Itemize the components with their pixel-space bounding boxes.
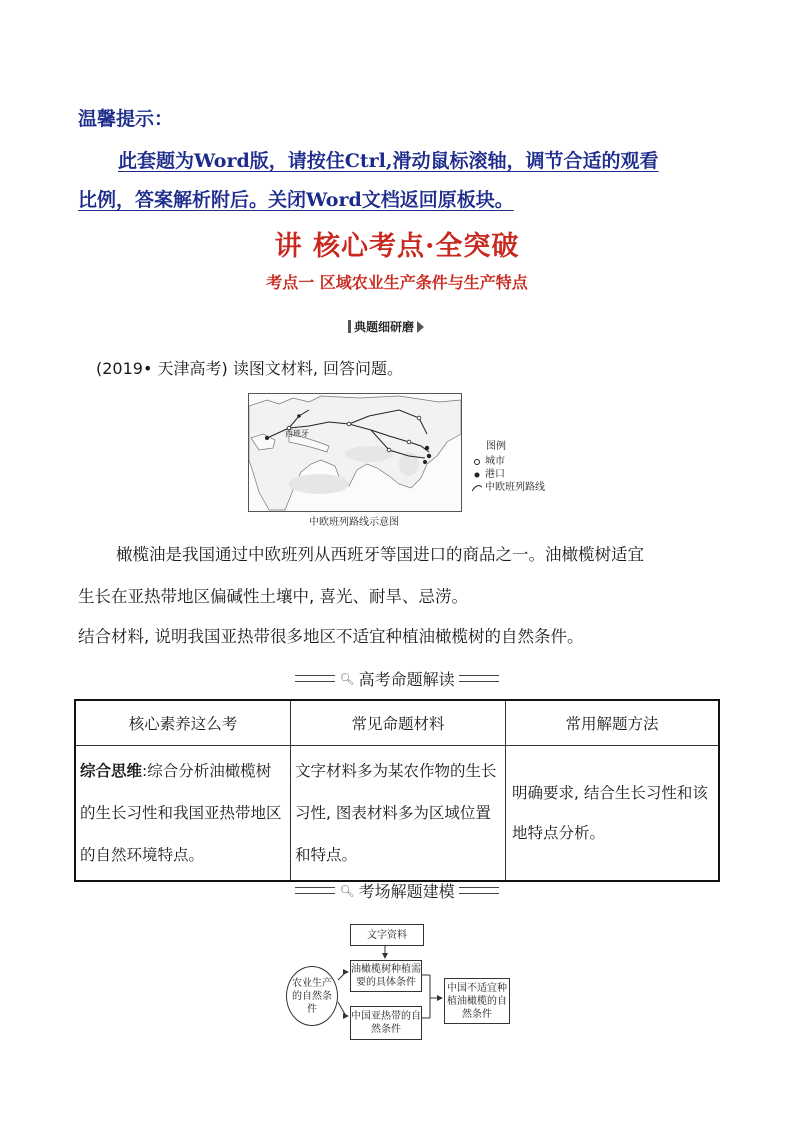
tag-bar-icon <box>348 320 351 333</box>
practice-tag <box>348 318 424 335</box>
legend-port-label: 港口 <box>485 469 505 480</box>
legend-city <box>472 455 545 468</box>
flow-box-subtropical-conditions: 中国亚热带的自然条件 <box>350 1006 422 1040</box>
section-title: 讲 核心考点·全突破 <box>274 231 520 262</box>
legend-title: 图例 <box>486 441 506 452</box>
map-caption: 中欧班列路线示意图 <box>309 517 399 528</box>
divider-exam-interpretation <box>0 667 794 690</box>
flow-circle-agri-conditions: 农业生产的自然条件 <box>286 966 338 1026</box>
competency-key: 综合思维 <box>80 762 143 780</box>
port-marker-icon <box>472 470 482 480</box>
magnifier-icon: 🔍︎ <box>339 883 355 898</box>
table-header-row <box>75 700 719 746</box>
table-row <box>75 746 719 882</box>
table-header: 核心素养这么考 <box>75 700 290 746</box>
competency-text: :综合分析油橄榄树的生长习性和我国亚热带地区的自然环境特点。 <box>80 762 282 864</box>
divider-label: 高考命题解读 <box>358 670 455 689</box>
table-cell-competency <box>75 746 290 882</box>
tag-arrow-icon <box>417 321 424 333</box>
route-map <box>248 393 462 512</box>
legend-city-label: 城市 <box>485 456 505 467</box>
table-header: 常用解题方法 <box>505 700 719 746</box>
tag-label: 典题细研磨 <box>354 320 415 334</box>
map-legend <box>472 440 545 494</box>
hint-line-1: 此套题为Word版，请按住Ctrl,滑动鼠标滚轴，调节合适的观看 <box>118 150 659 172</box>
material-paragraph-1b: 生长在亚热带地区偏碱性土壤中, 喜光、耐旱、忌涝。 <box>78 587 468 606</box>
hint-title: 温馨提示： <box>78 108 174 130</box>
legend-port <box>472 468 545 481</box>
magnifier-icon: 🔍︎ <box>339 671 355 686</box>
map-graphic <box>249 394 461 511</box>
flow-box-conclusion: 中国不适宜种植油橄榄的自然条件 <box>444 978 510 1024</box>
question-intro: (2019• 天津高考) 读图文材料, 回答问题。 <box>96 359 403 378</box>
route-line-icon <box>472 483 482 493</box>
interpretation-table <box>74 699 720 882</box>
flow-box-text-material: 文字资料 <box>350 924 424 946</box>
flow-box-olive-requirements: 油橄榄树种植需要的具体条件 <box>350 960 422 992</box>
question-prompt: 结合材料, 说明我国亚热带很多地区不适宜种植油橄榄树的自然条件。 <box>78 627 584 646</box>
table-cell-method: 明确要求, 结合生长习性和该地特点分析。 <box>505 746 719 882</box>
divider-label: 考场解题建模 <box>358 882 455 901</box>
table-header: 常见命题材料 <box>290 700 505 746</box>
map-label-spain: 西班牙 <box>285 429 309 438</box>
legend-route <box>472 481 545 494</box>
hint-line-2: 比例，答案解析附后。关闭Word文档返回原板块。 <box>78 189 514 211</box>
section-subtitle: 考点一 区域农业生产条件与生产特点 <box>266 273 528 292</box>
divider-solution-model <box>0 879 794 902</box>
legend-route-label: 中欧班列路线 <box>485 482 545 493</box>
material-paragraph-1a: 橄榄油是我国通过中欧班列从西班牙等国进口的商品之一。油橄榄树适宜 <box>116 545 644 564</box>
table-cell-material: 文字材料多为某农作物的生长习性, 图表材料多为区域位置和特点。 <box>290 746 505 882</box>
solution-flow-diagram <box>280 920 520 1050</box>
city-marker-icon <box>472 457 482 467</box>
